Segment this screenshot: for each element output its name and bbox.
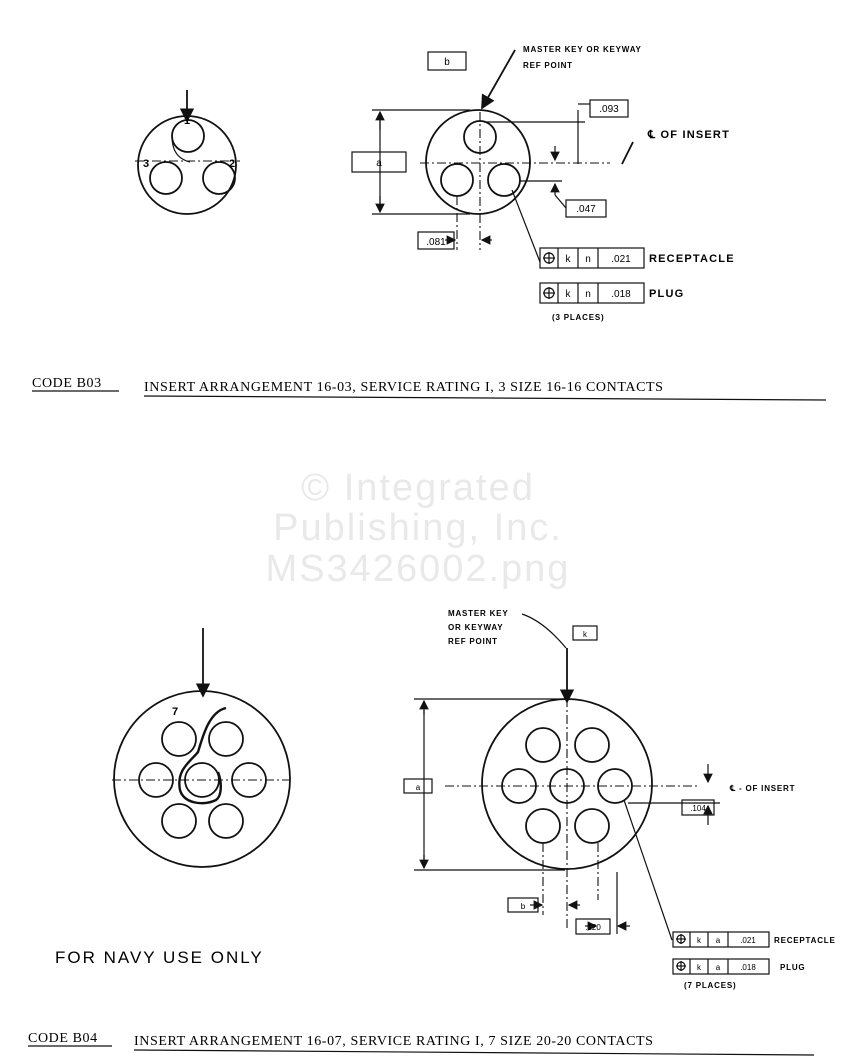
- b03-face-view: [135, 90, 240, 214]
- b04-face-view: [112, 628, 290, 867]
- b04-ref-leader: [522, 614, 566, 648]
- b03-contact-3: [441, 164, 473, 196]
- b03-face-guide-line: [172, 136, 190, 162]
- b03-face-contact-3: [150, 162, 182, 194]
- b03-fcf-receptacle-mod: n: [585, 254, 591, 265]
- watermark-line-2: Publishing, Inc.: [273, 507, 563, 549]
- b04-face-contact-7: [209, 804, 243, 838]
- b03-pin-number-3: 3: [143, 158, 151, 170]
- b04-pin-number-7: 7: [172, 706, 180, 718]
- b04-fcf-receptacle: [673, 932, 836, 947]
- b03-ref-label-1: MASTER KEY OR KEYWAY: [523, 45, 642, 54]
- b04-fcf-plug-tol: .018: [740, 963, 756, 972]
- b03-fcf-plug-tol: .018: [611, 289, 631, 300]
- b03-face-outline: [138, 116, 236, 214]
- b03-fcf-receptacle-label: RECEPTACLE: [649, 253, 735, 265]
- b04-face-outline: [114, 691, 290, 867]
- b03-ref-leader: [482, 50, 515, 108]
- b04-contact-2: [575, 728, 609, 762]
- b03-caption-code: CODE B03: [32, 376, 102, 391]
- b04-face-contact-1: [162, 722, 196, 756]
- b03-contact-2: [488, 164, 520, 196]
- b04-face-guide-line: [179, 708, 226, 803]
- b03-places: (3 PLACES): [552, 313, 605, 322]
- b04-contact-6: [526, 809, 560, 843]
- b03-ref-label-2: REF POINT: [523, 61, 573, 70]
- watermark-line-1: © Integrated: [301, 467, 535, 509]
- b03-fcf-receptacle-ref: k: [565, 254, 571, 265]
- b03-dim-047: .047: [576, 204, 596, 215]
- b04-dim-k: k: [583, 630, 587, 639]
- b04-fcf-receptacle-tol: .021: [740, 936, 756, 945]
- b03-dimension-view: [352, 45, 735, 322]
- b03-dim-a: a: [376, 158, 382, 169]
- b03-dim-093: .093: [599, 104, 619, 115]
- b04-face-contact-6: [162, 804, 196, 838]
- b04-ref-label-2: OR KEYWAY: [448, 623, 504, 632]
- watermark-line-3: MS3426002.png: [265, 548, 571, 590]
- b04-dim-120: .120: [585, 923, 601, 932]
- b04-dim-104: .104: [690, 804, 706, 813]
- b04-ref-label-3: REF POINT: [448, 637, 498, 646]
- b03-fcf-plug: [540, 283, 684, 303]
- b03-fcf-receptacle-tol: .021: [611, 254, 631, 265]
- b03-fcf-plug-ref: k: [565, 289, 571, 300]
- watermark: [266, 467, 571, 590]
- b04-dim-b: b: [520, 902, 526, 911]
- b03-dim-047-leader: [555, 195, 566, 208]
- b04-contact-7: [575, 809, 609, 843]
- b04-caption-text: INSERT ARRANGEMENT 16-07, SERVICE RATING I, 7 SIZE 20-20 CONTACTS: [134, 1034, 654, 1049]
- b04-fcf-plug: [673, 959, 805, 974]
- b04-fcf-plug-label: PLUG: [780, 963, 806, 972]
- b03-centerline-label: ℄ OF INSERT: [648, 129, 730, 141]
- b04-places: (7 PLACES): [684, 981, 737, 990]
- b04-dim-a: a: [415, 783, 421, 792]
- b03-caption-text: INSERT ARRANGEMENT 16-03, SERVICE RATING I, 3 SIZE 16-16 CONTACTS: [144, 380, 664, 395]
- b04-navy-note: FOR NAVY USE ONLY: [55, 948, 264, 967]
- b03-pin-number-2: 2: [229, 158, 237, 170]
- b04-centerline-label: ℄ - OF INSERT: [730, 784, 796, 793]
- b04-ref-label-1: MASTER KEY: [448, 609, 509, 618]
- b03-fcf-receptacle: [540, 248, 735, 268]
- b03-dim-081: .081: [426, 237, 446, 248]
- b03-fcf-leader: [512, 190, 540, 262]
- b04-fcf-leader: [624, 800, 672, 940]
- b04-caption-code: CODE B04: [28, 1031, 98, 1046]
- b03-fcf-plug-label: PLUG: [649, 288, 685, 300]
- b03-centerline-leader: [622, 142, 633, 164]
- b03-dim-b: b: [444, 57, 450, 68]
- b04-contact-1: [526, 728, 560, 762]
- b04-fcf-receptacle-label: RECEPTACLE: [774, 936, 836, 945]
- b04-fcf-plug-mod: a: [715, 963, 721, 972]
- b04-fcf-receptacle-mod: a: [715, 936, 721, 945]
- b04-dimension-view: [404, 609, 836, 990]
- b03-caption: [32, 376, 826, 400]
- b03-pin-number-1: 1: [184, 115, 192, 127]
- b03-insert-outline: [426, 110, 530, 214]
- b04-face-contact-2: [209, 722, 243, 756]
- b04-caption: [28, 1031, 814, 1055]
- b03-fcf-plug-mod: n: [585, 289, 591, 300]
- b04-fcf-receptacle-ref: k: [697, 936, 701, 945]
- b04-fcf-plug-ref: k: [697, 963, 701, 972]
